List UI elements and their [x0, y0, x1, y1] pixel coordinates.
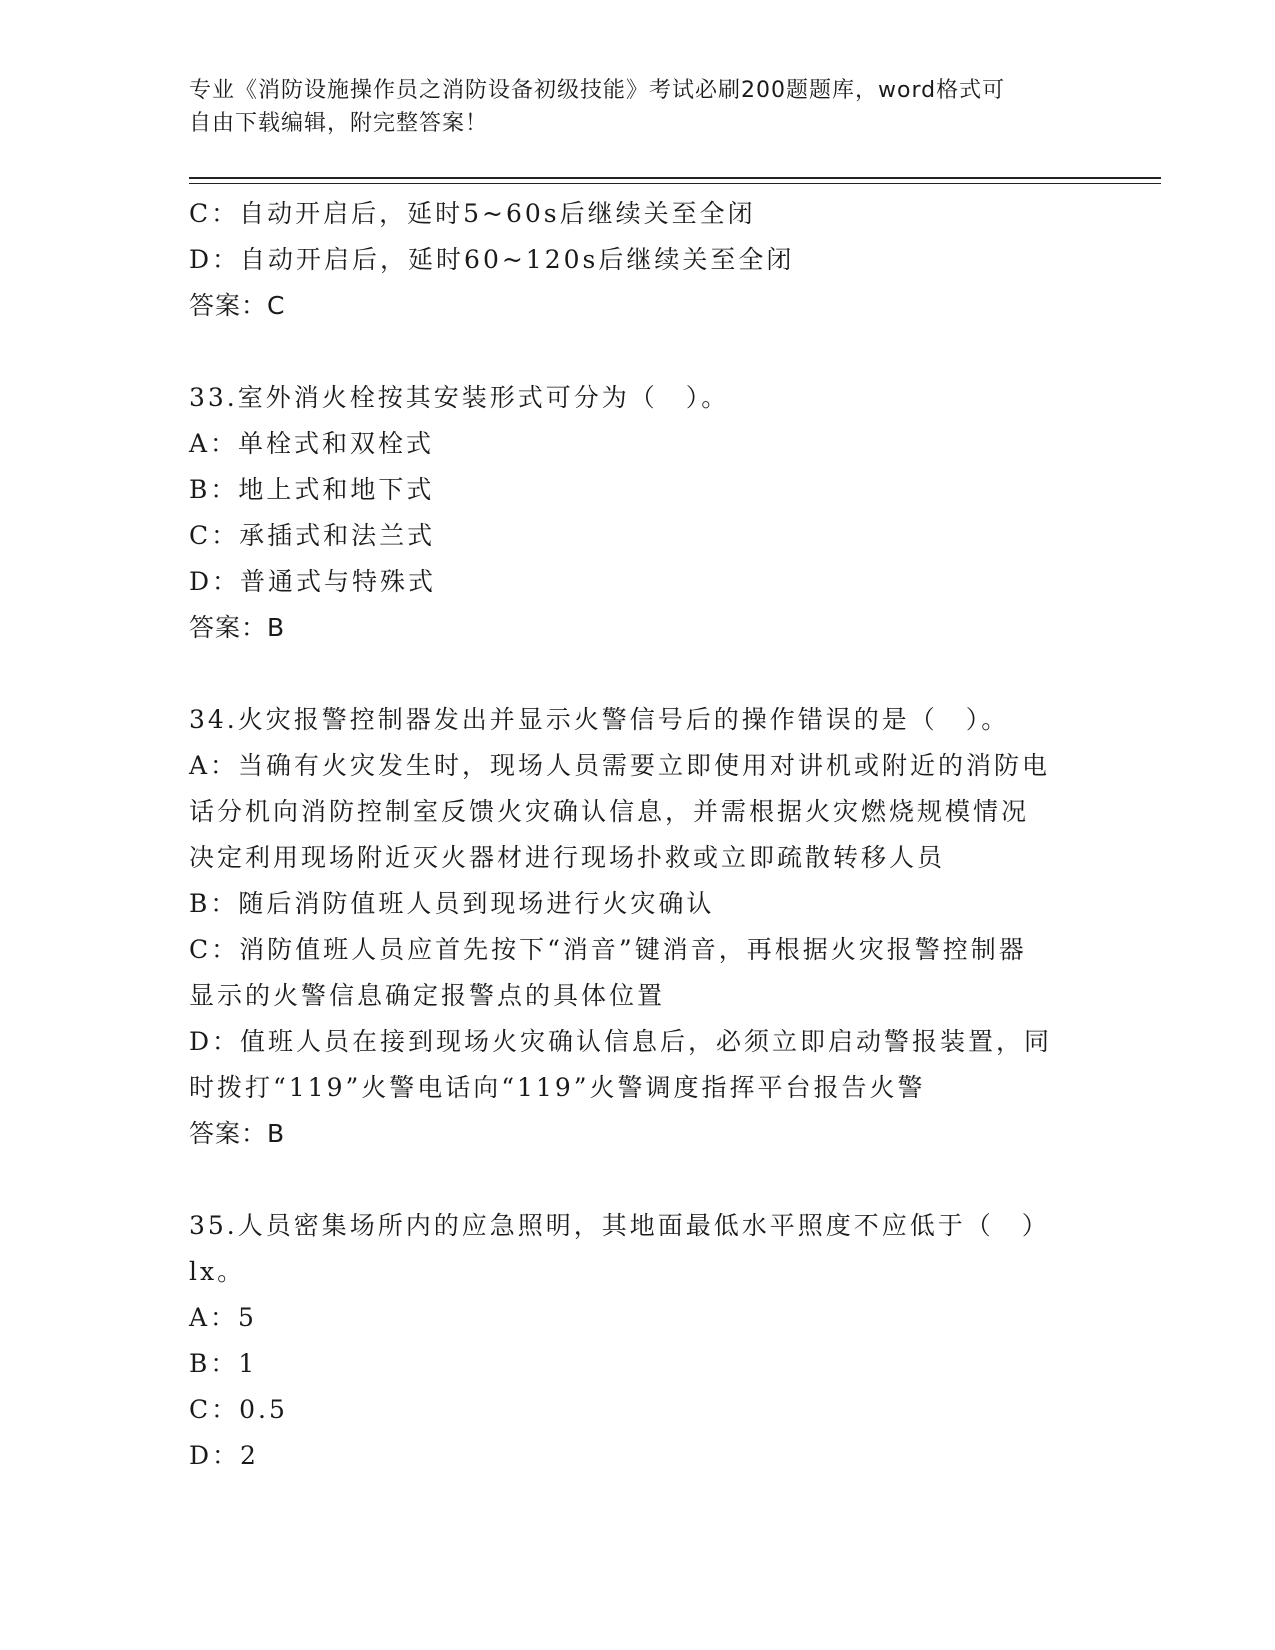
option-a: A：5 — [189, 1303, 257, 1332]
option-a: A：单栓式和双栓式 — [189, 429, 435, 458]
option-c: C：承插式和法兰式 — [189, 521, 436, 550]
option-a-continued: 话分机向消防控制室反馈火灾确认信息，并需根据火灾燃烧规模情况 — [189, 797, 1030, 826]
option-d: D：自动开启后，延时60~120s后继续关至全闭 — [189, 245, 795, 274]
spacer — [189, 651, 1089, 697]
header-line-2: 自由下载编辑，附完整答案！ — [189, 111, 489, 136]
option-a: A：当确有火灾发生时，现场人员需要立即使用对讲机或附近的消防电 — [189, 751, 1051, 780]
option-b: B：1 — [189, 1349, 258, 1378]
option-d: D：2 — [189, 1441, 259, 1470]
question-text: 33.室外消火栓按其安装形式可分为（ ）。 — [189, 383, 730, 412]
question-32-tail — [189, 191, 1089, 329]
header-rule-thin — [189, 183, 1161, 184]
question-35 — [189, 1203, 1089, 1479]
question-text-continued: lx。 — [189, 1257, 246, 1286]
answer: 答案：B — [189, 613, 286, 642]
question-text: 35.人员密集场所内的应急照明，其地面最低水平照度不应低于（ ） — [189, 1211, 1050, 1240]
question-content — [189, 191, 1089, 1479]
header-rule-thick — [189, 177, 1161, 179]
option-c: C：消防值班人员应首先按下“消音”键消音，再根据火灾报警控制器 — [189, 935, 1027, 964]
option-a-continued: 决定利用现场附近灭火器材进行现场扑救或立即疏散转移人员 — [189, 843, 946, 872]
question-text: 34.火灾报警控制器发出并显示火警信号后的操作错误的是（ ）。 — [189, 705, 1010, 734]
answer: 答案：B — [189, 1119, 286, 1148]
spacer — [189, 329, 1089, 375]
option-c: C：自动开启后，延时5~60s后继续关至全闭 — [189, 199, 756, 228]
question-33 — [189, 375, 1089, 651]
option-b: B：地上式和地下式 — [189, 475, 435, 504]
header-line-1: 专业《消防设施操作员之消防设备初级技能》考试必刷200题题库，word格式可 — [189, 78, 1006, 103]
option-c-continued: 显示的火警信息确定报警点的具体位置 — [189, 981, 666, 1010]
option-c: C：0.5 — [189, 1395, 288, 1424]
option-d: D：普通式与特殊式 — [189, 567, 437, 596]
option-b: B：随后消防值班人员到现场进行火灾确认 — [189, 889, 715, 918]
answer: 答案：C — [189, 291, 286, 320]
option-d: D：值班人员在接到现场火灾确认信息后，必须立即启动警报装置，同 — [189, 1027, 1053, 1056]
question-34 — [189, 697, 1089, 1157]
document-header — [189, 74, 1089, 140]
spacer — [189, 1157, 1089, 1203]
option-d-continued: 时拨打“119”火警电话向“119”火警调度指挥平台报告火警 — [189, 1073, 926, 1102]
